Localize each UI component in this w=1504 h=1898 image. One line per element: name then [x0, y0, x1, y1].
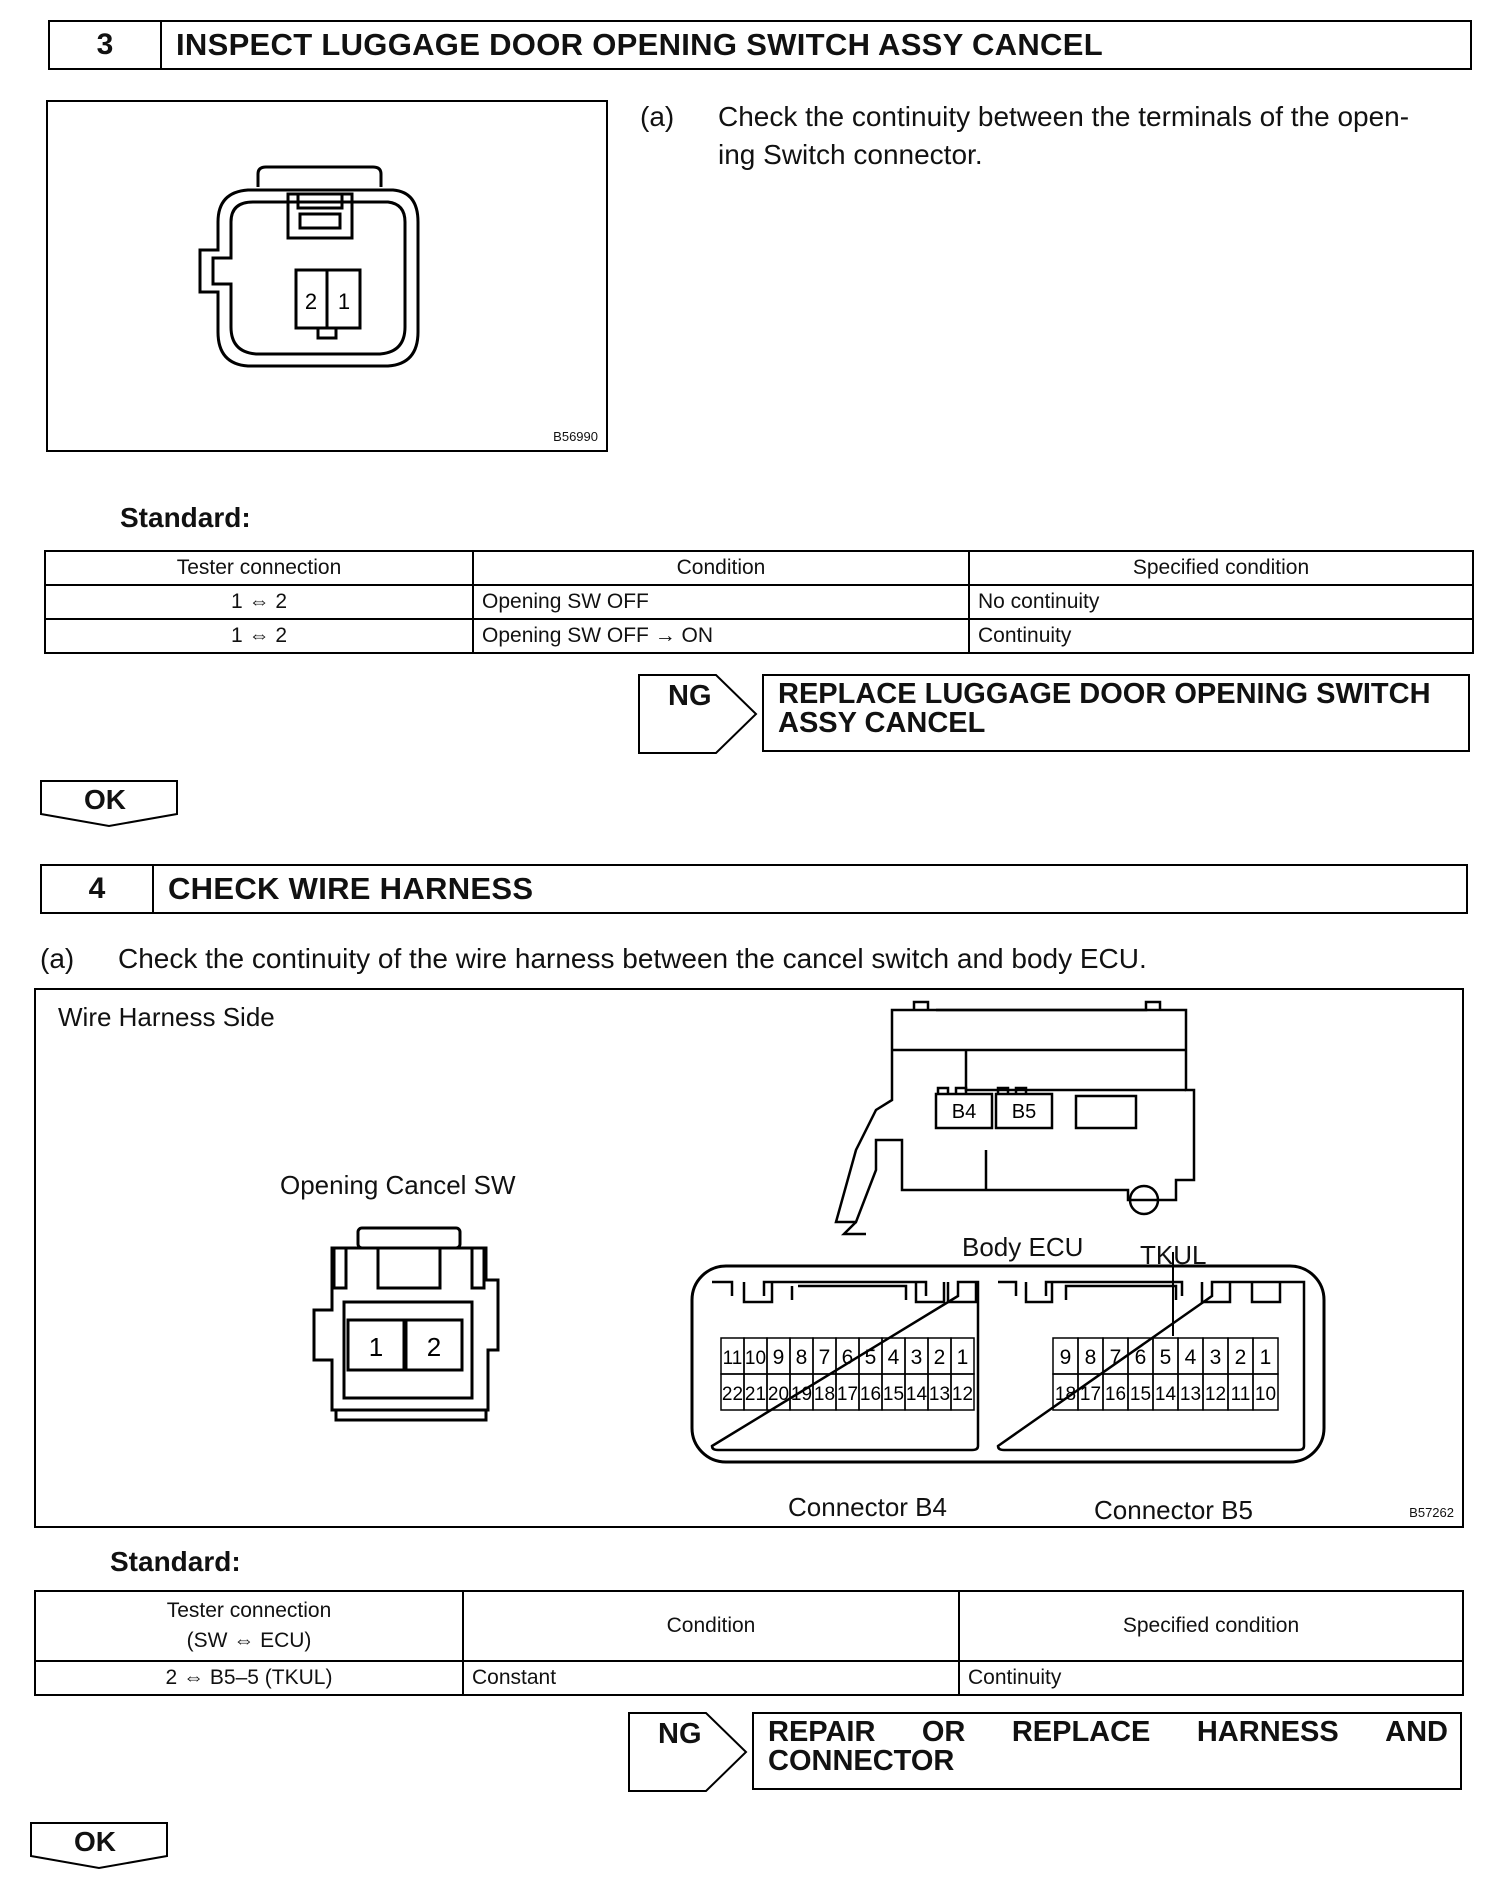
step-number: 4 — [42, 866, 154, 912]
ecu-label: Body ECU — [962, 1232, 1084, 1262]
step-number: 3 — [50, 22, 162, 68]
table-cell: Constant — [463, 1661, 959, 1695]
instruction-line: ing Switch connector. — [718, 139, 983, 170]
connector-b4-grid — [721, 1338, 974, 1410]
pin-number: 13 — [1179, 1384, 1202, 1405]
switch-label: Opening Cancel SW — [280, 1170, 516, 1200]
ng-arrow[interactable] — [638, 674, 758, 754]
standard-table — [44, 550, 1474, 654]
switch-connector-figure — [46, 100, 608, 452]
pin-number: 8 — [795, 1346, 808, 1369]
pin-number: 3 — [910, 1346, 923, 1369]
table-cell: Continuity — [969, 619, 1473, 653]
ng-action-line: ASSY CANCEL — [778, 707, 986, 739]
pin-label: 1 — [337, 289, 351, 314]
switch-pin-label: 1 — [368, 1332, 384, 1362]
pin-number: 14 — [1154, 1384, 1177, 1405]
figure-code: B56990 — [553, 429, 598, 444]
ok-label: OK — [74, 1826, 116, 1857]
instruction-text: Check the continuity of the wire harness between the cancel switch and body ECU. — [118, 943, 1147, 974]
table-header: Condition — [463, 1591, 959, 1661]
ecu-port-label: B4 — [951, 1101, 977, 1123]
pin-number: 9 — [1059, 1346, 1072, 1369]
ng-label: NG — [658, 1718, 702, 1750]
ng-action-line — [768, 1718, 1448, 1747]
table-cell: No continuity — [969, 585, 1473, 619]
table-row — [35, 1661, 1463, 1695]
pin-number: 10 — [744, 1348, 767, 1369]
table-header — [35, 1591, 463, 1661]
pin-number: 2 — [1234, 1346, 1247, 1369]
ng-action-box — [762, 674, 1470, 752]
side-label: Wire Harness Side — [58, 1002, 275, 1032]
ecu-port-label: B5 — [1011, 1101, 1037, 1123]
table-header: Condition — [473, 551, 969, 585]
table-header-line: Tester connection — [166, 1599, 332, 1622]
ng-action-word: HARNESS — [1196, 1716, 1339, 1748]
pin-number: 20 — [767, 1384, 790, 1405]
instruction-line: Check the continuity between the terminals of the open- — [718, 101, 1410, 132]
connector-b4-label: Connector B4 — [788, 1492, 947, 1522]
step-3-header — [48, 20, 1472, 70]
pin-number: 2 — [933, 1346, 946, 1369]
table-cell: Continuity — [959, 1661, 1463, 1695]
pin-number: 15 — [1129, 1384, 1152, 1405]
standard-label: Standard: — [110, 1546, 241, 1577]
connector-b5-grid — [1053, 1338, 1278, 1410]
table-row — [45, 619, 1473, 653]
ng-action-line: REPLACE LUGGAGE DOOR OPENING SWITCH — [778, 678, 1431, 710]
table-header: Specified condition — [959, 1591, 1463, 1661]
table-cell: 2 ⇔ B5–5 (TKUL) — [35, 1661, 463, 1695]
pin-number: 11 — [1230, 1384, 1251, 1405]
pin-number: 13 — [928, 1384, 951, 1405]
standard-label: Standard: — [120, 502, 251, 533]
pin-number: 16 — [1104, 1384, 1127, 1405]
pin-number: 4 — [887, 1346, 900, 1369]
table-header-line: (SW ⇔ ECU) — [186, 1629, 312, 1652]
table-cell: Opening SW OFF — [473, 585, 969, 619]
table-header: Specified condition — [969, 551, 1473, 585]
pin-label: 2 — [304, 289, 318, 314]
instruction-marker: (a) — [640, 101, 675, 132]
instruction-marker: (a) — [40, 943, 75, 974]
harness-drawing — [36, 990, 1462, 1526]
pin-number: 10 — [1254, 1384, 1277, 1405]
ok-label: OK — [84, 784, 126, 815]
pin-number: 12 — [1204, 1384, 1227, 1405]
instruction-text — [718, 98, 1478, 174]
pin-number: 9 — [772, 1346, 785, 1369]
table-cell: Opening SW OFF → ON — [473, 619, 969, 653]
pin-number: 5 — [1159, 1346, 1172, 1369]
pin-number: 7 — [1109, 1346, 1122, 1369]
pin-number: 5 — [864, 1346, 877, 1369]
ok-button[interactable] — [40, 780, 178, 828]
pin-number: 19 — [790, 1384, 813, 1405]
ng-action-line: CONNECTOR — [768, 1745, 955, 1777]
pin-number: 18 — [1054, 1384, 1077, 1405]
standard-table — [34, 1590, 1464, 1696]
pin-number: 17 — [1079, 1384, 1102, 1405]
table-row — [45, 585, 1473, 619]
pin-number: 6 — [1134, 1346, 1147, 1369]
step-4-header — [40, 864, 1468, 914]
pin-number: 17 — [836, 1384, 859, 1405]
pin-number: 18 — [813, 1384, 836, 1405]
pin-number: 8 — [1084, 1346, 1097, 1369]
ng-action-word: OR — [921, 1716, 966, 1748]
ng-label: NG — [668, 680, 712, 712]
ok-button[interactable] — [30, 1822, 168, 1870]
connector-drawing — [48, 102, 606, 450]
tkul-label: TKUL — [1140, 1240, 1207, 1270]
ng-action-word: AND — [1385, 1716, 1448, 1748]
pin-number: 12 — [951, 1384, 974, 1405]
step-title: INSPECT LUGGAGE DOOR OPENING SWITCH ASSY CANCEL — [176, 27, 1103, 62]
switch-pin-label: 2 — [426, 1332, 442, 1362]
pin-number: 11 — [722, 1348, 743, 1369]
pin-number: 1 — [1259, 1346, 1272, 1369]
ng-action-word: REPLACE — [1011, 1716, 1151, 1748]
pin-number: 6 — [841, 1346, 854, 1369]
ng-action-box — [752, 1712, 1462, 1790]
pin-number: 3 — [1209, 1346, 1222, 1369]
pin-number: 1 — [956, 1346, 969, 1369]
wire-harness-figure — [34, 988, 1464, 1528]
pin-number: 7 — [818, 1346, 831, 1369]
pin-number: 16 — [859, 1384, 882, 1405]
step-title: CHECK WIRE HARNESS — [168, 871, 534, 906]
pin-number: 4 — [1184, 1346, 1197, 1369]
table-cell: 1 ⇔ 2 — [45, 585, 473, 619]
pin-number: 14 — [905, 1384, 928, 1405]
pin-number: 15 — [882, 1384, 905, 1405]
ng-action-word: REPAIR — [768, 1716, 876, 1748]
ng-arrow[interactable] — [628, 1712, 748, 1792]
table-cell: 1 ⇔ 2 — [45, 619, 473, 653]
figure-code: B57262 — [1409, 1505, 1454, 1520]
pin-number: 21 — [744, 1384, 767, 1405]
table-header: Tester connection — [45, 551, 473, 585]
pin-number: 22 — [721, 1384, 744, 1405]
connector-b5-label: Connector B5 — [1094, 1495, 1253, 1525]
